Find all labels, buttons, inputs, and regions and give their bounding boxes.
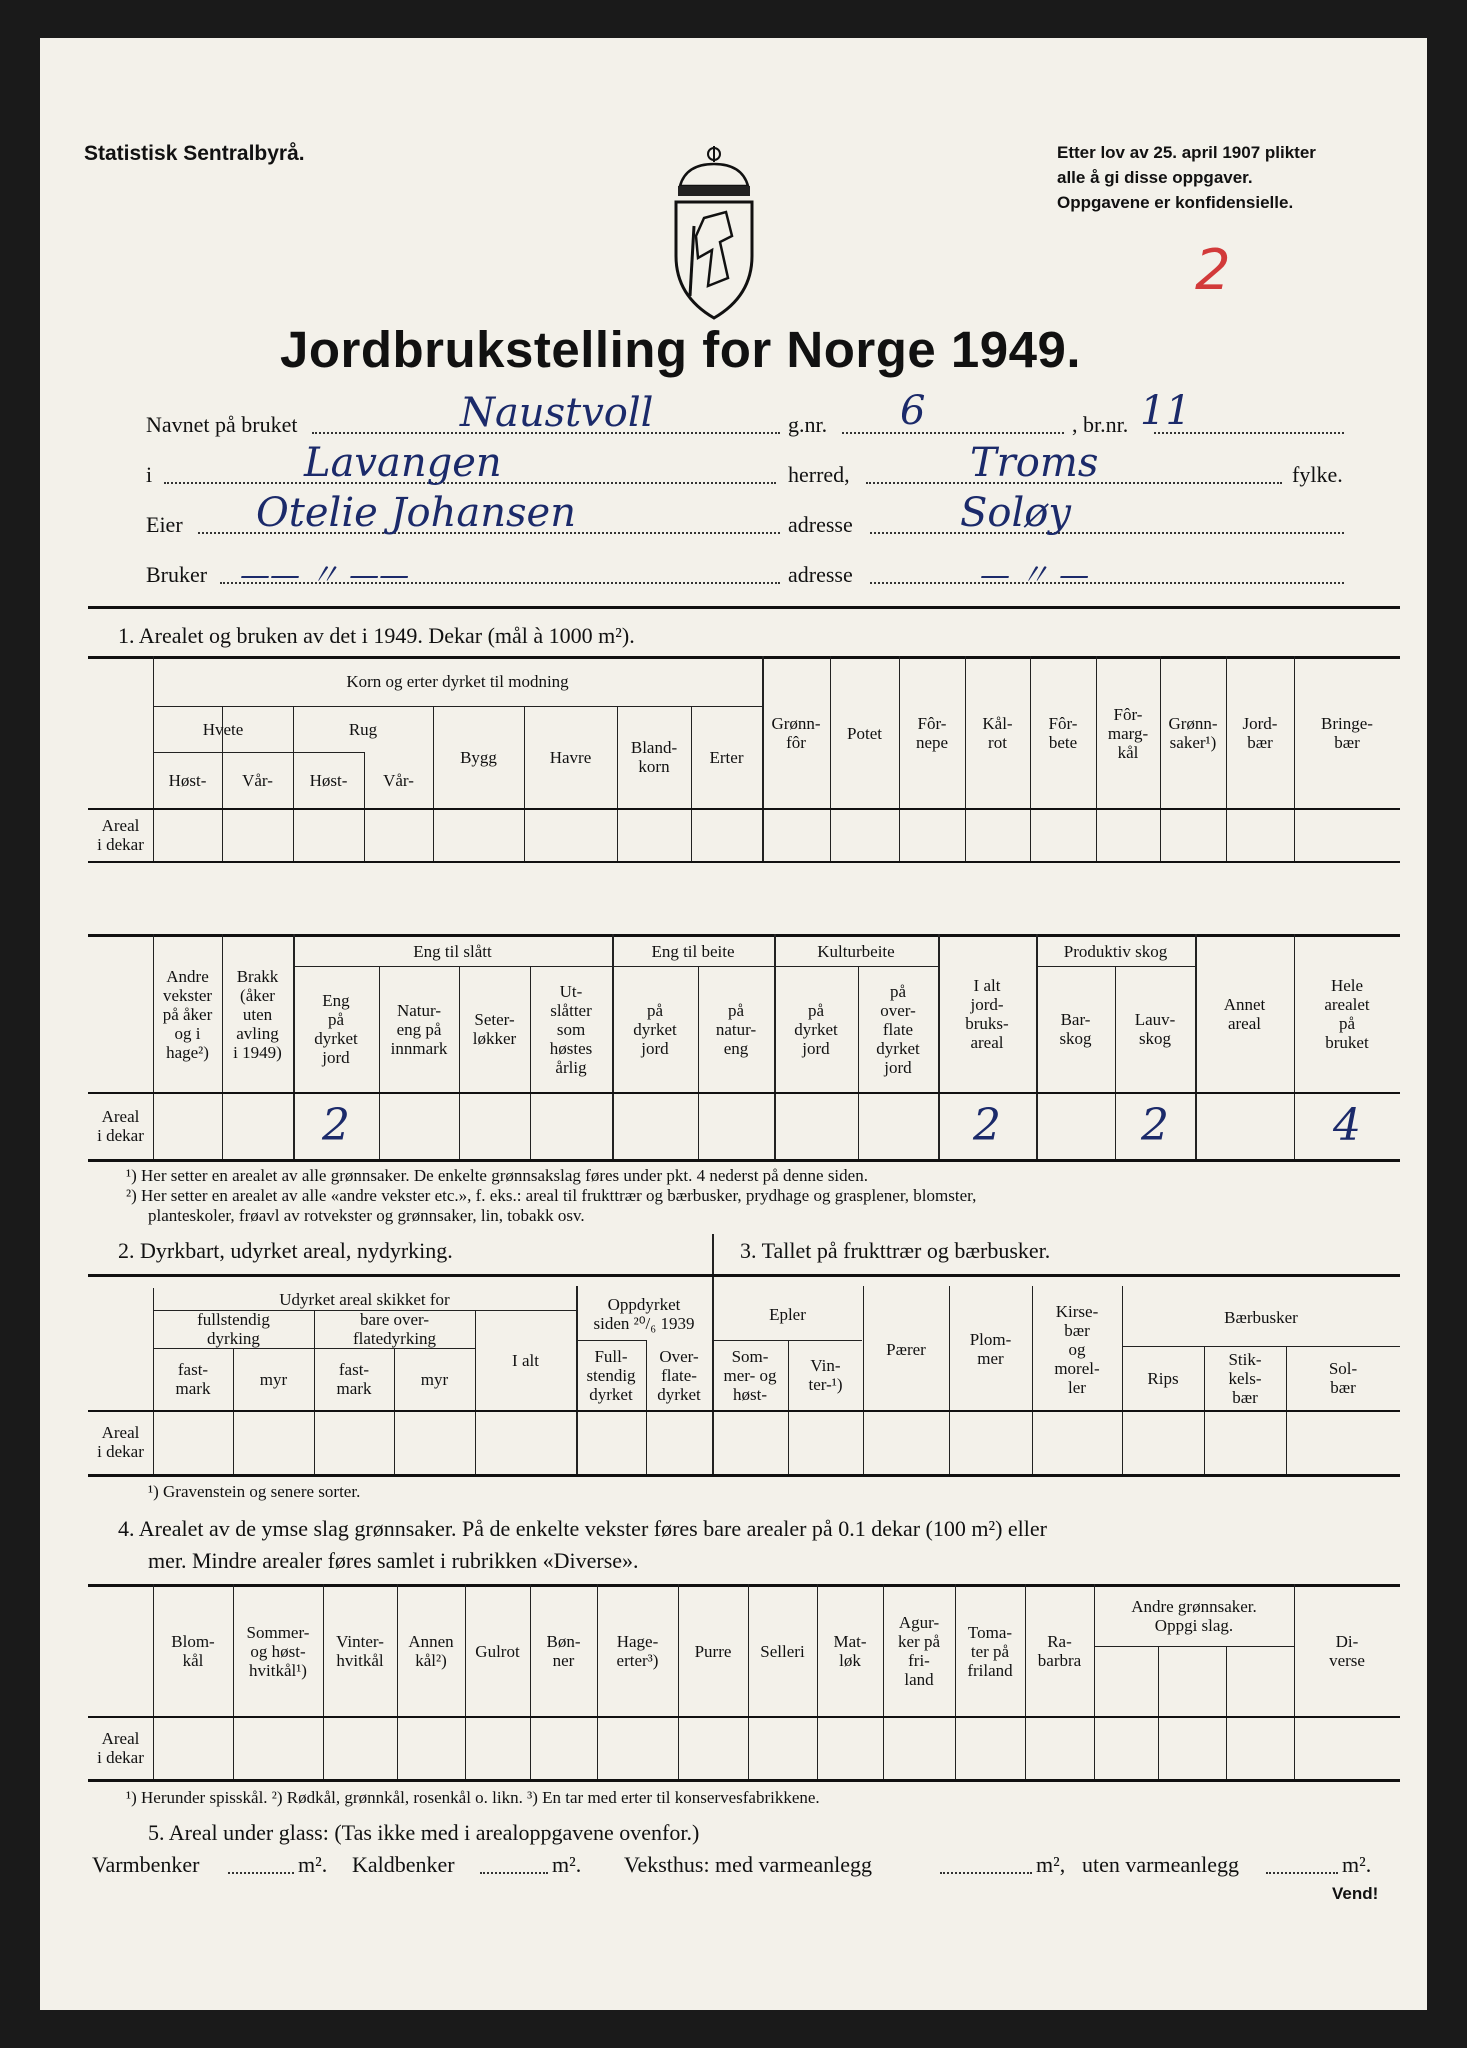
legal-notice — [1057, 140, 1316, 215]
kultur-dyrket-header: på dyrket jord — [794, 1000, 838, 1058]
veksthus-uten-field[interactable] — [1266, 1872, 1338, 1874]
section2-heading: 2. Dyrkbart, udyrket areal, nydyrking. — [118, 1238, 453, 1263]
footnote-3: ¹) Gravenstein og senere sorter. — [148, 1482, 361, 1501]
t4-line — [1094, 1646, 1294, 1647]
i-label: i — [146, 462, 153, 487]
agurker-header: Agur- ker på fri- land — [897, 1613, 940, 1689]
page-title: Jordbrukstelling for Norge 1949. — [280, 321, 1082, 378]
andre-gronnsaker-header: Andre grønnsaker. Oppgi slag. — [1131, 1597, 1257, 1635]
rug-vaar: Vår- — [383, 770, 414, 790]
footnote-2: ²) Her setter en arealet av alle «andre vekster etc.», f. eks.: areal til frukttrær og bærbusker, prydhage og grasplener, blomster, — [126, 1186, 977, 1205]
areal-label-t1: Areal i dekar — [97, 816, 144, 854]
adresse-label-1: adresse — [788, 512, 853, 537]
purre-header: Purre — [694, 1641, 732, 1661]
plommer-header: Plom- mer — [969, 1330, 1012, 1368]
t4-line — [1158, 1646, 1159, 1779]
m2-d: m². — [1342, 1852, 1372, 1877]
i-alt-value[interactable]: 2 — [973, 1100, 1001, 1151]
havre-header: Havre — [549, 747, 592, 767]
overflate-dyrket-header: Over- flate- dyrket — [657, 1346, 701, 1404]
oppdyrket-header: Oppdyrket siden ²⁰/₆ 1939 — [593, 1295, 695, 1333]
navnet-field[interactable]: Naustvoll — [460, 390, 654, 436]
hvete-host: Høst- — [168, 770, 207, 790]
areal-label-t3: Areal i dekar — [97, 1423, 144, 1461]
rug-header: Rug — [348, 719, 378, 739]
kaldbenker-field[interactable] — [480, 1872, 548, 1874]
eier-field[interactable]: Otelie Johansen — [256, 490, 576, 536]
form-page — [40, 38, 1427, 2010]
table3-top — [88, 1274, 1400, 1277]
adresse-line-1 — [870, 532, 1344, 534]
vinter-hvitkal-header: Vinter- hvitkål — [336, 1632, 384, 1670]
adresse-line-2 — [870, 582, 1344, 584]
brakk-header: Brakk (åker uten avling i 1949) — [233, 966, 282, 1062]
hele-arealet-header: Hele arealet på bruket — [1324, 976, 1370, 1052]
andre-vekster-header: Andre vekster på åker og i hage²) — [162, 966, 213, 1062]
utslatter-header: Ut- slåtter som høstes årlig — [549, 981, 593, 1077]
herred-name-field[interactable]: Lavangen — [304, 440, 502, 486]
t4-line — [1226, 1646, 1227, 1779]
footnote-4: ¹) Herunder spisskål. ²) Rødkål, grønnkål, rosenkål o. likn. ³) En tar med erter til konservesfabrikkene. — [126, 1788, 820, 1807]
bruker-label: Bruker — [146, 562, 208, 587]
beite-natur-header: på natur- eng — [715, 1000, 757, 1058]
section4-heading-2: mer. Mindre arealer føres samlet i rubrikken «Diverse». — [148, 1548, 639, 1573]
brnr-label: , br.nr. — [1072, 412, 1129, 437]
annet-areal-header: Annet areal — [1223, 995, 1266, 1033]
paerer-header: Pærer — [886, 1339, 926, 1359]
kirsebaer-header: Kirse- bær og morel- ler — [1054, 1301, 1100, 1397]
m2-c: m², — [1036, 1852, 1066, 1877]
stikkelsbaer-header: Stik- kels- bær — [1228, 1349, 1262, 1407]
agency-name: Statistisk Sentralbyrå. — [84, 142, 305, 165]
areal-label-t2: Areal i dekar — [97, 1107, 144, 1145]
annen-kal-header: Annen kål²) — [408, 1632, 454, 1670]
barskog-header: Bar- skog — [1059, 1010, 1092, 1048]
tomater-header: Toma- ter på friland — [967, 1622, 1013, 1680]
herred-label: herred, — [788, 462, 850, 487]
myr-2-header: myr — [420, 1369, 449, 1389]
gnr-field[interactable]: 6 — [900, 388, 926, 434]
baerbusker-header: Bærbusker — [1224, 1307, 1298, 1327]
rule-top — [88, 606, 1400, 609]
adresse-field-1[interactable]: Soløy — [960, 490, 1071, 536]
t1-line — [88, 808, 1400, 810]
coat-of-arms-icon — [666, 146, 762, 322]
gnr-line — [842, 432, 1064, 434]
fastmark-1-header: fast- mark — [175, 1360, 211, 1398]
eier-label: Eier — [146, 512, 183, 537]
kalrot-header: Kål- rot — [982, 714, 1013, 752]
eng-dyrket-header: Eng på dyrket jord — [314, 991, 358, 1067]
gronnfor-header: Grønn- fôr — [771, 714, 821, 752]
epler-header: Epler — [769, 1304, 806, 1324]
i-alt-header: I alt — [512, 1350, 539, 1370]
beite-dyrket-header: på dyrket jord — [633, 1000, 677, 1058]
gnr-label: g.nr. — [788, 412, 828, 437]
eng-dyrket-value[interactable]: 2 — [322, 1100, 350, 1151]
matlok-header: Mat- løk — [833, 1632, 867, 1670]
lauvskog-header: Lauv- skog — [1134, 1010, 1176, 1048]
handwritten-number: 2 — [1195, 238, 1231, 303]
potet-header: Potet — [847, 723, 882, 743]
sommer-host-header: Som- mer- og høst- — [723, 1346, 777, 1404]
jordbaer-header: Jord- bær — [1242, 714, 1278, 752]
eng-slatt-header: Eng til slått — [413, 941, 492, 961]
eng-beite-header: Eng til beite — [651, 941, 735, 961]
prod-skog-header: Produktiv skog — [1063, 941, 1168, 961]
bygg-header: Bygg — [460, 747, 497, 767]
footnote-2b: planteskoler, frøavl av rotvekster og grønnsaker, lin, tobakk osv. — [148, 1206, 585, 1225]
t3-line — [88, 1410, 1400, 1412]
natureng-header: Natur- eng på innmark — [390, 1000, 448, 1058]
fullstendig-dyrket-header: Full- stendig dyrket — [586, 1346, 636, 1404]
uten-label: uten varmeanlegg — [1082, 1852, 1239, 1877]
t4-line — [88, 1779, 1400, 1782]
lauvskog-value[interactable]: 2 — [1141, 1100, 1169, 1151]
vend-label: Vend! — [1332, 1884, 1379, 1903]
adresse-label-2: adresse — [788, 562, 853, 587]
section3-heading: 3. Tallet på frukttrær og bærbusker. — [740, 1238, 1051, 1263]
fylke-field[interactable]: Troms — [970, 440, 1099, 486]
notice-line-3: Oppgavene er konfidensielle. — [1057, 193, 1294, 212]
rug-host: Høst- — [309, 770, 348, 790]
hageerter-header: Hage- erter³) — [616, 1632, 659, 1670]
notice-line-2: alle å gi disse oppgaver. — [1057, 168, 1253, 187]
kulturbeite-header: Kulturbeite — [817, 941, 895, 961]
fastmark-2-header: fast- mark — [336, 1360, 372, 1398]
i-alt-jord-header: I alt jord- bruks- areal — [965, 976, 1009, 1052]
forbete-header: Fôr- bete — [1048, 714, 1078, 752]
varmbenker-field[interactable] — [228, 1872, 294, 1874]
t2-line — [88, 1092, 1400, 1094]
t4-line — [88, 1716, 1400, 1718]
solbaer-header: Sol- bær — [1328, 1359, 1358, 1397]
sommer-hvitkal-header: Sommer- og høst- hvitkål¹) — [246, 1622, 310, 1680]
m2-a: m². — [298, 1852, 328, 1877]
bringebaer-header: Bringe- bær — [1321, 714, 1373, 752]
brnr-field[interactable]: 11 — [1140, 388, 1191, 434]
seterlokker-header: Seter- løkker — [472, 1010, 517, 1048]
diverse-header: Di- verse — [1329, 1632, 1365, 1670]
gulrot-header: Gulrot — [475, 1641, 520, 1661]
hvete-header: Hvete — [202, 719, 244, 739]
veksthus-label: Veksthus: med varmeanlegg — [624, 1852, 873, 1877]
hvete-vaar: Vår- — [242, 770, 273, 790]
selleri-header: Selleri — [760, 1641, 805, 1661]
fylke-label: fylke. — [1292, 462, 1343, 487]
kultur-overflate-header: på over- flate dyrket jord — [876, 981, 920, 1077]
section4-heading-1: 4. Arealet av de ymse slag grønnsaker. På de enkelte vekster føres bare arealer på 0.1 dekar (100 m²) eller — [118, 1516, 1047, 1541]
t3-line — [88, 1474, 1400, 1477]
korn-header: Korn og erter dyrket til modning — [346, 671, 569, 691]
vinter-header: Vin- ter-¹) — [808, 1356, 843, 1394]
rips-header: Rips — [1147, 1368, 1179, 1388]
kaldbenker-label: Kaldbenker — [352, 1852, 455, 1877]
t1-line — [88, 861, 1400, 863]
footnote-1: ¹) Her setter en arealet av alle grønnsaker. De enkelte grønnsakslag føres under pkt. 4 nederst på denne siden. — [126, 1166, 868, 1185]
rabarbra-header: Ra- barbra — [1037, 1632, 1082, 1670]
notice-line-1: Etter lov av 25. april 1907 plikter — [1057, 143, 1316, 162]
t2-line — [88, 1159, 1400, 1162]
areal-label-t4: Areal i dekar — [97, 1729, 144, 1767]
navnet-label: Navnet på bruket — [146, 412, 298, 437]
adresse-field-2[interactable]: — 〃 — — [980, 558, 1090, 593]
formargkal-header: Fôr- marg- kål — [1107, 704, 1149, 762]
section1-heading: 1. Arealet og bruken av det i 1949. Dekar (mål à 1000 m²). — [118, 623, 635, 648]
bare-overflate-header: bare over- flatedyrking — [352, 1310, 437, 1348]
varmbenker-label: Varmbenker — [92, 1852, 200, 1877]
m2-b: m². — [552, 1852, 582, 1877]
section5-heading: 5. Areal under glass: (Tas ikke med i arealoppgavene ovenfor.) — [148, 1820, 700, 1845]
udyrket-header: Udyrket areal skikket for — [279, 1289, 450, 1309]
bonner-header: Bøn- ner — [546, 1632, 581, 1670]
blomkal-header: Blom- kål — [171, 1632, 215, 1670]
myr-1-header: myr — [259, 1369, 288, 1389]
bruker-field[interactable]: —— 〃 —— — [240, 558, 410, 593]
hele-value[interactable]: 4 — [1333, 1100, 1361, 1151]
fornepe-header: Fôr- nepe — [915, 714, 949, 752]
fullstendig-header: fullstendig dyrking — [197, 1310, 270, 1348]
veksthus-varm-field[interactable] — [940, 1872, 1032, 1874]
erter-header: Erter — [709, 747, 744, 767]
blandkorn-header: Bland- korn — [630, 738, 678, 776]
gronnsaker-header: Grønn- saker¹) — [1168, 714, 1218, 752]
